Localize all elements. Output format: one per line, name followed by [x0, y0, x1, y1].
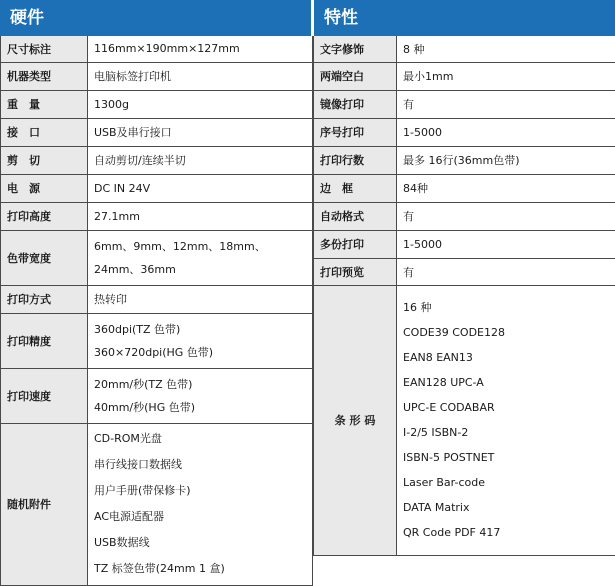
- value-line: AC电源适配器: [94, 504, 312, 530]
- table-row: [314, 174, 615, 202]
- hardware-header: 硬件: [0, 0, 311, 36]
- row-value: 116mm×190mm×127mm: [88, 36, 313, 62]
- value-line: 用户手册(带保修卡): [94, 478, 312, 504]
- table-row: [1, 202, 313, 230]
- value-line: 20mm/秒(TZ 色带): [94, 373, 312, 396]
- value-line: 40mm/秒(HG 色带): [94, 396, 312, 419]
- value-line: CD-ROM光盘: [94, 426, 312, 452]
- value-line: 24mm、36mm: [94, 258, 312, 281]
- row-value: 电脑标签打印机: [88, 62, 313, 90]
- table-row: [314, 258, 615, 285]
- table-row: [314, 146, 615, 174]
- row-label: 电 源: [1, 174, 88, 202]
- value-line: 16 种: [403, 295, 615, 320]
- row-label: 打印高度: [1, 202, 88, 230]
- table-row: [1, 285, 313, 313]
- value-line: 串行线接口数据线: [94, 452, 312, 478]
- value-line: I-2/5 ISBN-2: [403, 420, 615, 445]
- row-label: 边 框: [314, 174, 397, 202]
- row-value: [88, 230, 313, 285]
- value-line: Laser Bar-code: [403, 470, 615, 495]
- row-label: 打印预览: [314, 258, 397, 285]
- table-row: [314, 36, 615, 62]
- features-header: 特性: [314, 0, 615, 36]
- row-value: [88, 423, 313, 585]
- row-value: 有: [397, 90, 615, 118]
- row-value: 1-5000: [397, 118, 615, 146]
- row-value: 有: [397, 258, 615, 285]
- value-line: EAN8 EAN13: [403, 345, 615, 370]
- row-value: 1-5000: [397, 230, 615, 258]
- row-label: 重 量: [1, 90, 88, 118]
- value-line: EAN128 UPC-A: [403, 370, 615, 395]
- row-label: 打印精度: [1, 313, 88, 368]
- row-value: 1300g: [88, 90, 313, 118]
- row-label: 打印速度: [1, 368, 88, 423]
- row-label: 打印方式: [1, 285, 88, 313]
- row-value: [88, 368, 313, 423]
- row-value: 84种: [397, 174, 615, 202]
- table-row: [1, 230, 313, 285]
- value-line: TZ 标签色带(24mm 1 盒): [94, 556, 312, 582]
- table-row: [1, 368, 313, 423]
- value-line: 360×720dpi(HG 色带): [94, 341, 312, 364]
- row-value: USB及串行接口: [88, 118, 313, 146]
- value-line: 360dpi(TZ 色带): [94, 318, 312, 341]
- value-line: 6mm、9mm、12mm、18mm、: [94, 235, 312, 258]
- table-row: [314, 202, 615, 230]
- value-line: ISBN-5 POSTNET: [403, 445, 615, 470]
- table-row: [314, 118, 615, 146]
- value-line: CODE39 CODE128: [403, 320, 615, 345]
- row-value: 最小1mm: [397, 62, 615, 90]
- hardware-table: [0, 36, 313, 586]
- value-line: UPC-E CODABAR: [403, 395, 615, 420]
- table-row: [314, 230, 615, 258]
- row-label: 自动格式: [314, 202, 397, 230]
- row-label: 接 口: [1, 118, 88, 146]
- row-value: 8 种: [397, 36, 615, 62]
- table-row: [314, 90, 615, 118]
- table-row: [1, 423, 313, 585]
- table-row: [1, 90, 313, 118]
- row-label: 剪 切: [1, 146, 88, 174]
- row-label: 文字修饰: [314, 36, 397, 62]
- value-line: QR Code PDF 417: [403, 520, 615, 545]
- table-row: [314, 285, 615, 555]
- row-value: [397, 285, 615, 555]
- row-value: 最多 16行(36mm色带): [397, 146, 615, 174]
- row-label: 条 形 码: [314, 285, 397, 555]
- row-value: 有: [397, 202, 615, 230]
- row-value: DC IN 24V: [88, 174, 313, 202]
- row-value: 27.1mm: [88, 202, 313, 230]
- table-row: [1, 313, 313, 368]
- value-line: DATA Matrix: [403, 495, 615, 520]
- row-value: 热转印: [88, 285, 313, 313]
- table-row: [314, 62, 615, 90]
- row-label: 序号打印: [314, 118, 397, 146]
- table-row: [1, 118, 313, 146]
- row-label: 两端空白: [314, 62, 397, 90]
- features-table: [313, 36, 615, 556]
- row-label: 随机附件: [1, 423, 88, 585]
- value-line: USB数据线: [94, 530, 312, 556]
- row-label: 尺寸标注: [1, 36, 88, 62]
- table-row: [1, 174, 313, 202]
- row-label: 色带宽度: [1, 230, 88, 285]
- table-row: [1, 146, 313, 174]
- row-label: 多份打印: [314, 230, 397, 258]
- table-row: [1, 62, 313, 90]
- row-label: 打印行数: [314, 146, 397, 174]
- row-value: [88, 313, 313, 368]
- row-label: 镜像打印: [314, 90, 397, 118]
- table-row: [1, 36, 313, 62]
- row-value: 自动剪切/连续半切: [88, 146, 313, 174]
- row-label: 机器类型: [1, 62, 88, 90]
